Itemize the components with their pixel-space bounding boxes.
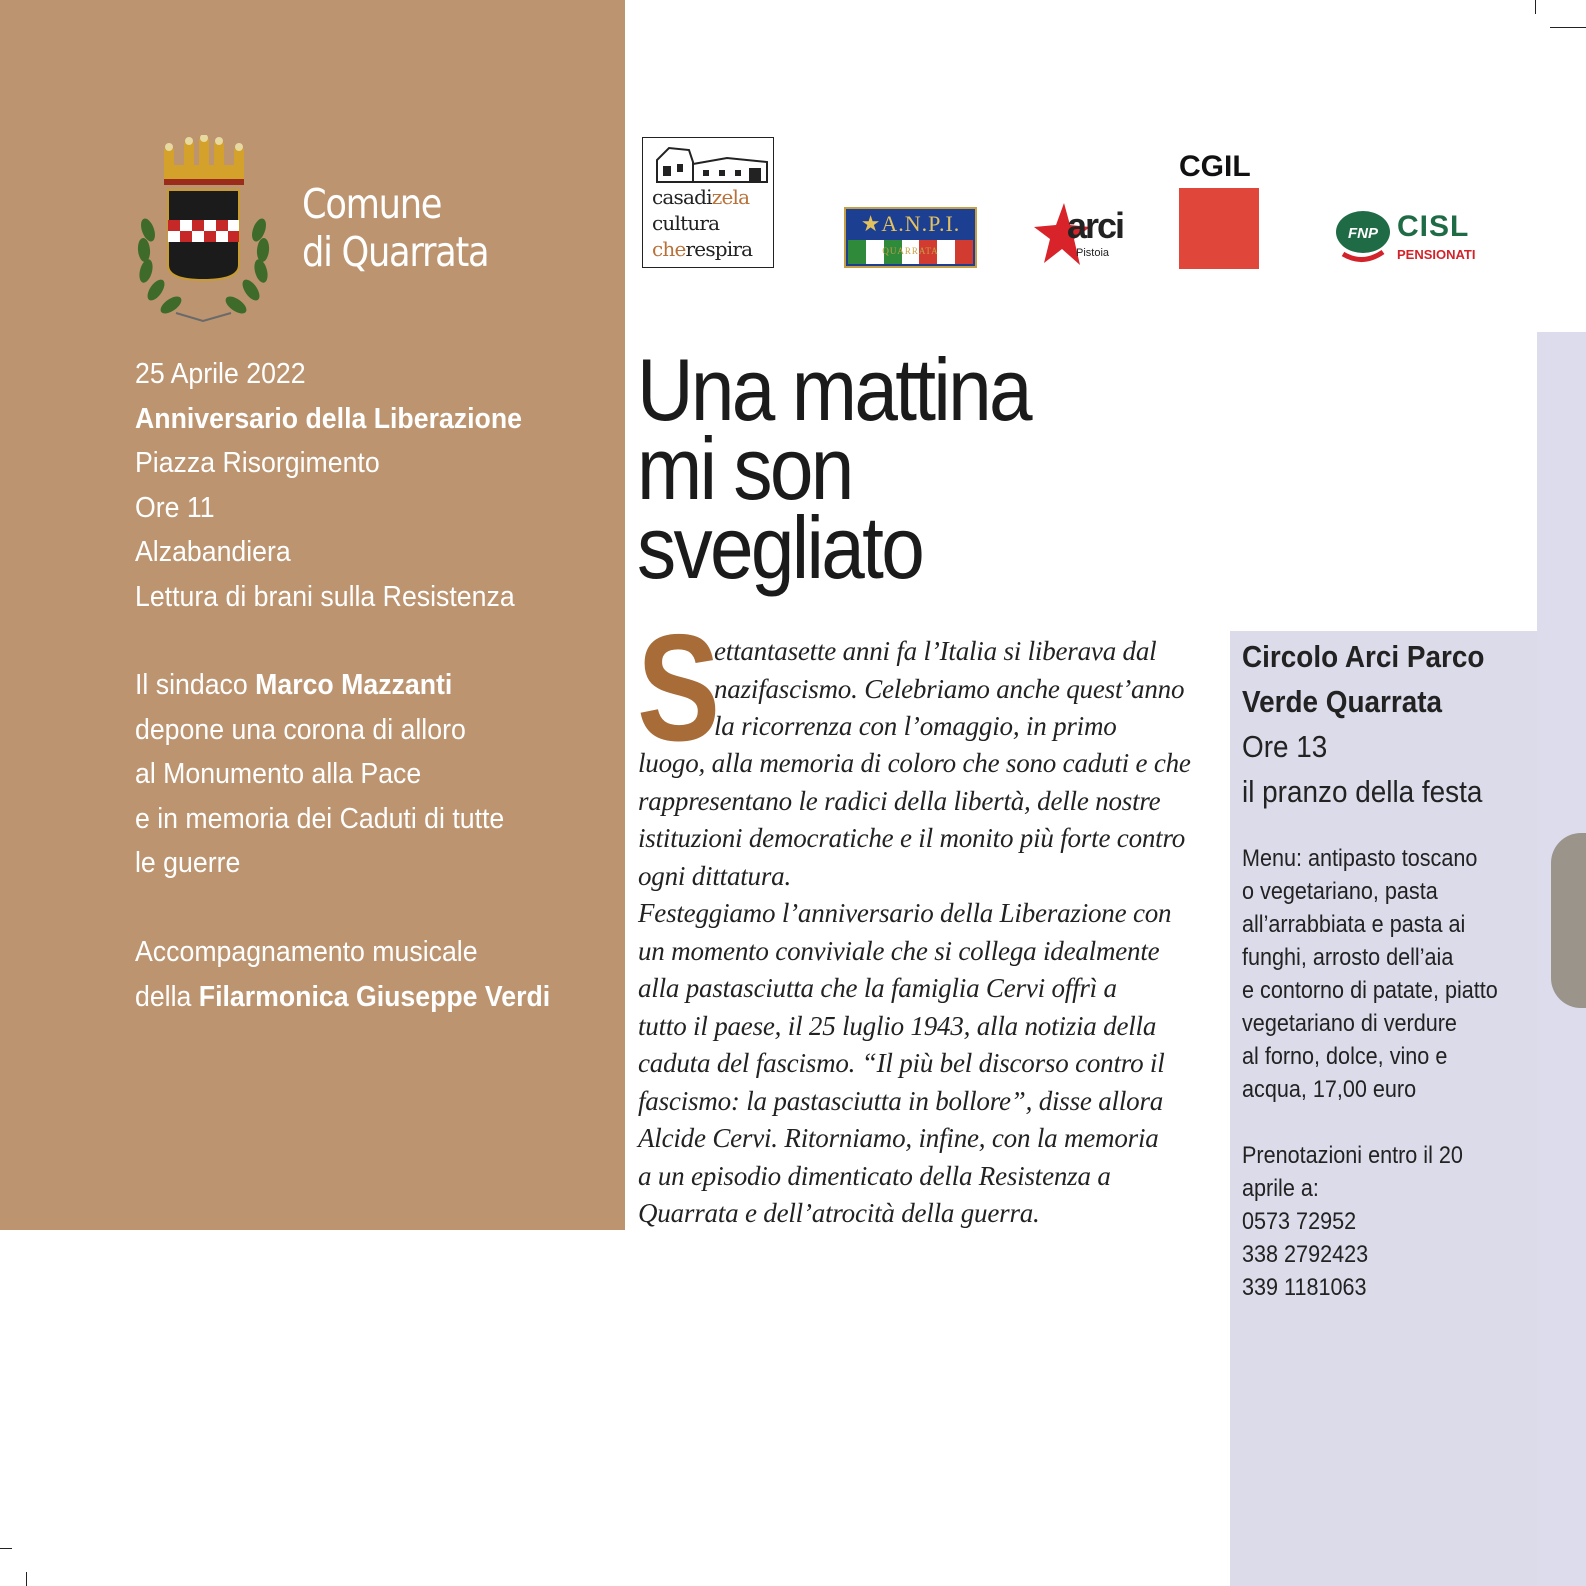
article-line: Quarrata e dell’atrocità della guerra. bbox=[638, 1198, 1040, 1228]
article-line: luogo, alla memoria di coloro che sono caduti e che bbox=[638, 748, 1191, 778]
casa-line3b: respira bbox=[685, 237, 753, 261]
casa-line1a: casadi bbox=[652, 185, 712, 209]
anpi-subtitle: QUARRATA bbox=[882, 246, 939, 256]
menu-line: e contorno di patate, piatto bbox=[1242, 977, 1498, 1004]
booking-line: Prenotazioni entro il 20 bbox=[1242, 1142, 1463, 1169]
cisl-word: CISL bbox=[1397, 210, 1470, 243]
crop-mark bbox=[26, 1572, 27, 1586]
article-line: fascismo: la pastasciutta in bollore”, disse allora bbox=[638, 1086, 1164, 1116]
mayor-line3: al Monumento alla Pace bbox=[135, 758, 422, 790]
article-line: nazifascismo. Celebriamo anche quest’anno bbox=[714, 674, 1185, 704]
cgil-word: CGIL bbox=[1179, 150, 1251, 183]
event-date: 25 Aprile 2022 bbox=[135, 358, 306, 390]
casadizela-logo bbox=[642, 137, 774, 268]
article-line: alla pastasciutta che la famiglia Cervi offrì a bbox=[638, 973, 1117, 1003]
music-prefix: della bbox=[135, 980, 199, 1013]
mayor-line4: e in memoria dei Caduti di tutte bbox=[135, 802, 505, 835]
mayor-name: Marco Mazzanti bbox=[255, 669, 453, 701]
booking-phone: 339 1181063 bbox=[1242, 1274, 1367, 1301]
lunch-time: Ore 13 bbox=[1242, 729, 1328, 764]
crop-mark bbox=[1550, 27, 1586, 28]
farmhouse-icon bbox=[649, 142, 769, 184]
municipality-name-line2: di Quarrata bbox=[302, 228, 489, 276]
cisl-subtitle: PENSIONATI bbox=[1397, 247, 1476, 262]
lunch-booking bbox=[1242, 1139, 1463, 1304]
lunch-title: il pranzo della festa bbox=[1242, 774, 1483, 809]
headline-line3: svegliato bbox=[637, 498, 923, 597]
article-line: ogni dittatura. bbox=[638, 861, 792, 891]
menu-line: funghi, arrosto dell’aia bbox=[1242, 944, 1454, 971]
casa-line3a: che bbox=[652, 237, 686, 261]
booking-line: aprile a: bbox=[1242, 1175, 1319, 1202]
fnp-badge-icon bbox=[1335, 210, 1391, 264]
menu-line: al forno, dolce, vino e bbox=[1242, 1043, 1448, 1070]
crop-mark bbox=[1535, 0, 1536, 14]
municipality-name-line1: Comune bbox=[302, 180, 442, 228]
casa-line2: cultura bbox=[652, 211, 720, 235]
article-line: tutto il paese, il 25 luglio 1943, alla notizia della bbox=[638, 1011, 1157, 1041]
lunch-venue-line1: Circolo Arci Parco bbox=[1242, 639, 1485, 674]
article-line: caduta del fascismo. “Il più bel discorso contro il bbox=[638, 1048, 1165, 1078]
event-place: Piazza Risorgimento bbox=[135, 447, 380, 479]
mayor-line1 bbox=[135, 663, 504, 708]
music-band: Filarmonica Giuseppe Verdi bbox=[198, 980, 551, 1013]
article-line: ettantasette anni fa l’Italia si liberava dal bbox=[714, 636, 1157, 666]
headline-line2: mi son bbox=[637, 419, 852, 518]
coat-of-arms-logo bbox=[136, 135, 271, 325]
music-line2 bbox=[135, 975, 550, 1020]
anpi-title: ★A.N.P.I. bbox=[860, 211, 961, 236]
cgil-red-square bbox=[1179, 188, 1259, 269]
municipality-name bbox=[302, 180, 488, 276]
booking-phone: 338 2792423 bbox=[1242, 1241, 1369, 1268]
mayor-details bbox=[135, 663, 504, 886]
article-dropcap: S bbox=[637, 603, 721, 773]
cgil-logo bbox=[1179, 150, 1260, 269]
arci-subtitle: Pistoia bbox=[1076, 247, 1110, 259]
menu-line: vegetariano di verdure bbox=[1242, 1010, 1457, 1037]
event-time: Ore 11 bbox=[135, 491, 215, 524]
lunch-header bbox=[1242, 634, 1484, 814]
event-details bbox=[135, 352, 522, 619]
arci-word: arci bbox=[1067, 205, 1124, 246]
article-line: Festeggiamo l’anniversario della Liberazione con bbox=[638, 898, 1172, 928]
menu-line: all’arrabbiata e pasta ai bbox=[1242, 911, 1466, 938]
article-line: Alcide Cervi. Ritorniamo, infine, con la memoria bbox=[638, 1123, 1159, 1153]
fnp-badge-text: FNP bbox=[1348, 225, 1378, 242]
headline-line1: Una mattina bbox=[637, 340, 1030, 439]
event-item-reading: Lettura di brani sulla Resistenza bbox=[135, 580, 515, 613]
menu-line: o vegetariano, pasta bbox=[1242, 878, 1438, 905]
cisl-logo bbox=[1335, 210, 1485, 265]
event-title: Anniversario della Liberazione bbox=[135, 402, 522, 435]
headline bbox=[637, 340, 1030, 597]
booking-phone: 0573 72952 bbox=[1242, 1208, 1357, 1235]
crop-mark bbox=[0, 1548, 12, 1549]
mayor-prefix: Il sindaco bbox=[135, 669, 256, 701]
lunch-menu bbox=[1242, 842, 1498, 1106]
menu-line: acqua, 17,00 euro bbox=[1242, 1076, 1417, 1103]
mayor-line5: le guerre bbox=[135, 847, 241, 879]
article-line: a un episodio dimenticato della Resistenza a bbox=[638, 1161, 1111, 1191]
arci-logo bbox=[1034, 203, 1124, 265]
lunch-venue-line2: Verde Quarrata bbox=[1242, 684, 1443, 719]
article-line: istituzioni democratiche e il monito più forte contro bbox=[638, 823, 1186, 853]
stone-monument-image bbox=[1551, 833, 1586, 1008]
casa-line1b: zela bbox=[711, 185, 750, 209]
mayor-line2: depone una corona di alloro bbox=[135, 713, 466, 746]
article-line: la ricorrenza con l’omaggio, in primo bbox=[714, 711, 1117, 741]
menu-line: Menu: antipasto toscano bbox=[1242, 845, 1478, 872]
music-details bbox=[135, 930, 550, 1019]
event-item-flag: Alzabandiera bbox=[135, 536, 291, 568]
article-line: rappresentano le radici della libertà, delle nostre bbox=[638, 786, 1161, 816]
anpi-logo bbox=[844, 207, 977, 268]
article-line: un momento conviviale che si collega idealmente bbox=[638, 936, 1160, 966]
music-line1: Accompagnamento musicale bbox=[135, 936, 478, 968]
